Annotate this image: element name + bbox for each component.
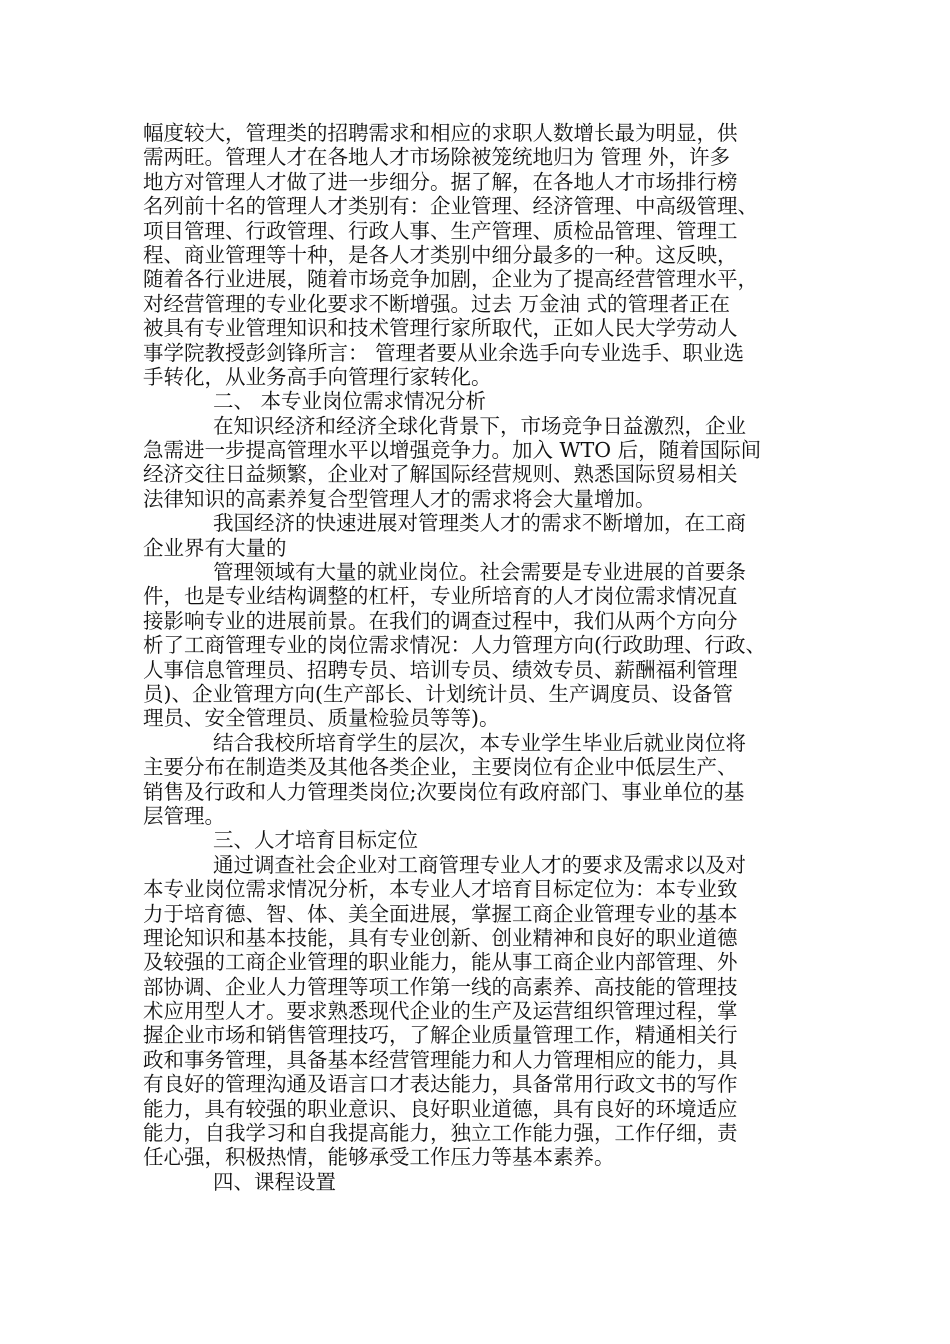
text-line: 术应用型人才。要求熟悉现代企业的生产及运营组织管理过程，掌	[143, 999, 738, 1024]
text-line: 地方对管理人才做了进一步细分。据了解，在各地人才市场排行榜	[143, 169, 738, 194]
text-line: 力于培育德、智、体、美全面进展，掌握工商企业管理专业的基本	[143, 901, 738, 926]
text-line: 结合我校所培育学生的层次，本专业学生毕业后就业岗位将	[213, 730, 746, 755]
text-line: 企业界有大量的	[143, 535, 287, 560]
text-line: 我国经济的快速进展对管理类人才的需求不断增加，在工商	[213, 511, 746, 536]
text-line: 握企业市场和销售管理技巧，了解企业质量管理工作，精通相关行	[143, 1023, 738, 1048]
text-line: 手转化，从业务高手向管理行家转化。	[143, 364, 492, 389]
text-line: 管理领域有大量的就业岗位。社会需要是专业进展的首要条	[213, 560, 746, 585]
text-line: 四、课程设置	[213, 1169, 336, 1194]
text-line: 被具有专业管理知识和技术管理行家所取代，正如人民大学劳动人	[143, 316, 738, 341]
text-line: 任心强，积极热情，能够承受工作压力等基本素养。	[143, 1145, 615, 1170]
text-line: 经济交往日益频繁，企业对了解国际经营规则、熟悉国际贸易相关	[143, 462, 738, 487]
text-line: 名列前十名的管理人才类别有：企业管理、经济管理、中高级管理、	[143, 194, 758, 219]
text-line: 接影响专业的进展前景。在我们的调查过程中，我们从两个方向分	[143, 608, 738, 633]
text-line: 程、商业管理等十种，是各人才类别中细分最多的一种。这反映，	[143, 242, 738, 267]
text-line: 及较强的工商企业管理的职业能力，能从事工商企业内部管理、外	[143, 950, 738, 975]
text-line: 能力，具有较强的职业意识、良好职业道德，具有良好的环境适应	[143, 1096, 738, 1121]
text-line: 政和事务管理，具备基本经营管理能力和人力管理相应的能力，具	[143, 1047, 738, 1072]
text-line: 理员、安全管理员、质量检验员等等)。	[143, 706, 500, 731]
text-line: 人事信息管理员、招聘专员、培训专员、绩效专员、薪酬福利管理	[143, 657, 738, 682]
text-line: 能力，自我学习和自我提高能力，独立工作能力强，工作仔细，责	[143, 1121, 738, 1146]
text-line: 部协调、企业人力管理等项工作第一线的高素养、高技能的管理技	[143, 974, 738, 999]
text-line: 在知识经济和经济全球化背景下，市场竞争日益激烈，企业	[213, 413, 746, 438]
text-line: 理论知识和基本技能，具有专业创新、创业精神和良好的职业道德	[143, 925, 738, 950]
text-line: 三、人才培育目标定位	[213, 828, 418, 853]
text-line: 析了工商管理专业的岗位需求情况：人力管理方向(行政助理、行政、	[143, 633, 766, 658]
text-line: 件，也是专业结构调整的杠杆，专业所培育的人才岗位需求情况直	[143, 584, 738, 609]
text-line: 幅度较大，管理类的招聘需求和相应的求职人数增长最为明显，供	[143, 121, 738, 145]
text-line: 通过调查社会企业对工商管理专业人才的要求及需求以及对	[213, 852, 746, 877]
text-line: 销售及行政和人力管理类岗位;次要岗位有政府部门、事业单位的基	[143, 779, 745, 804]
text-line: 层管理。	[143, 803, 225, 828]
text-line: 员)、企业管理方向(生产部长、计划统计员、生产调度员、设备管	[143, 681, 733, 706]
text-line: 项目管理、行政管理、行政人事、生产管理、质检品管理、管理工	[143, 218, 738, 243]
text-line: 二、 本专业岗位需求情况分析	[213, 389, 487, 414]
text-line: 事学院教授彭剑锋所言： 管理者要从业余选手向专业选手、职业选	[143, 340, 745, 365]
text-line: 主要分布在制造类及其他各类企业，主要岗位有企业中低层生产、	[143, 755, 738, 780]
text-line: 法律知识的高素养复合型管理人才的需求将会大量增加。	[143, 486, 656, 511]
text-line: 有良好的管理沟通及语言口才表达能力，具备常用行政文书的写作	[143, 1072, 738, 1097]
text-line: 随着各行业进展，随着市场竞争加剧，企业为了提高经营管理水平，	[143, 267, 758, 292]
text-line: 急需进一步提高管理水平以增强竞争力。加入 WTO 后，随着国际间	[143, 438, 762, 463]
text-line: 需两旺。管理人才在各地人才市场除被笼统地归为 管理 外，许多	[143, 145, 731, 170]
text-line: 本专业岗位需求情况分析，本专业人才培育目标定位为：本专业致	[143, 877, 738, 902]
text-line: 对经营管理的专业化要求不断增强。过去 万金油 式的管理者正在	[143, 291, 731, 316]
body-text	[143, 121, 823, 1194]
